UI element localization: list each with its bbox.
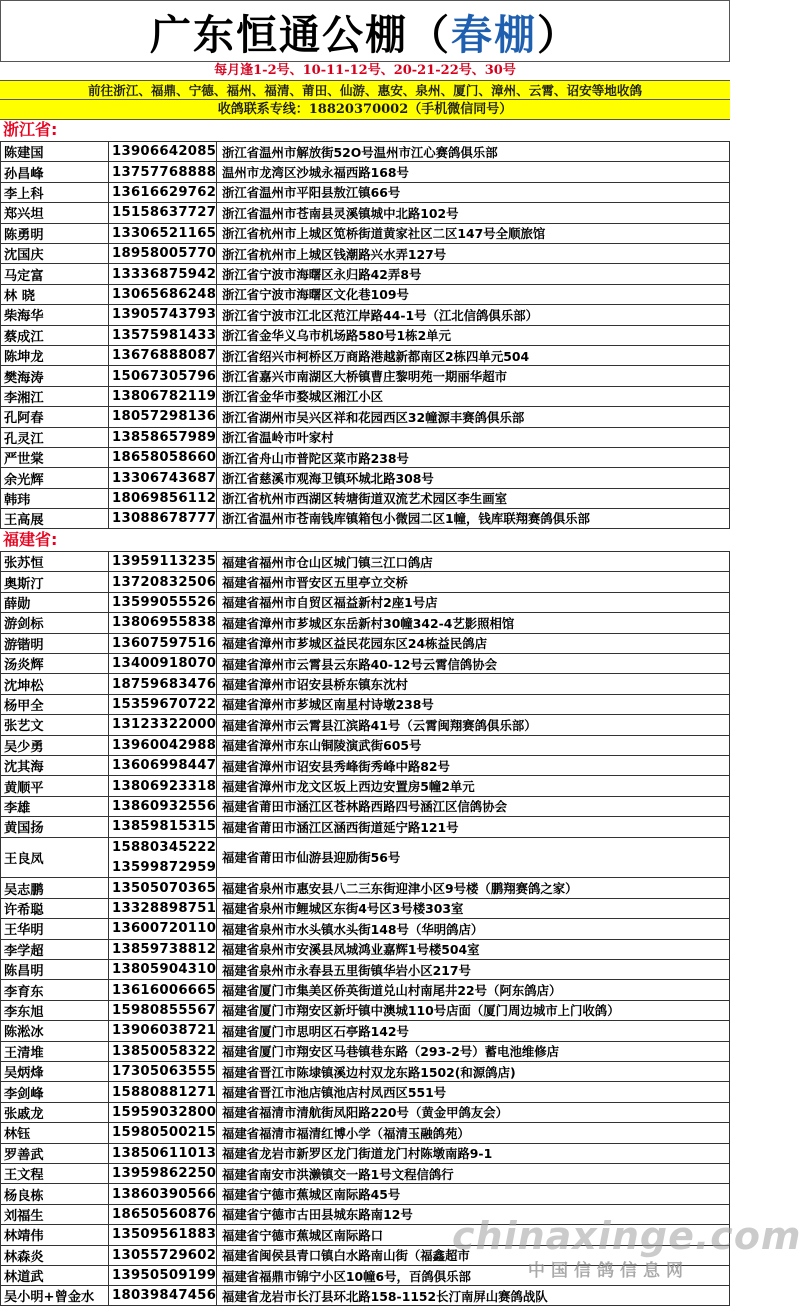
contact-address: 浙江省湖州市吴兴区祥和花园西区32幢源丰赛鸽俱乐部	[216, 407, 730, 426]
contact-name: 严世棠	[0, 448, 108, 467]
table-row	[0, 304, 730, 324]
table-row	[0, 365, 730, 385]
contact-phone: 13959113235	[108, 552, 216, 571]
contact-phone: 13806955838	[108, 613, 216, 632]
contact-phone: 13806782119	[108, 387, 216, 406]
contact-address: 福建省厦门市集美区侨英街道兑山村南尾井22号（阿东鸽店）	[216, 980, 730, 999]
contact-phone-secondary: 13599872959	[112, 859, 217, 875]
contact-name: 陈淞冰	[0, 1021, 108, 1040]
contact-address: 福建省南安市洪濑镇交一路1号文程信鸽行	[216, 1164, 730, 1183]
contact-address: 浙江省金华市婺城区湘江小区	[216, 387, 730, 406]
contact-address: 福建省泉州市鲤城区东街4号区3号楼303室	[216, 899, 730, 918]
contact-address: 浙江省宁波市海曙区永归路42弄8号	[216, 264, 730, 283]
contact-name: 王良凤	[0, 838, 108, 878]
contact-address: 福建省福清市清航街凤阳路220号（黄金甲鸽友会）	[216, 1103, 730, 1122]
table-row	[0, 612, 730, 632]
table-row	[0, 263, 730, 283]
contact-phone: 13859738812	[108, 940, 216, 959]
table-row	[0, 796, 730, 816]
contact-phone: 13606998447	[108, 756, 216, 775]
table-row	[0, 653, 730, 673]
contact-address: 浙江省温州市苍南钱库镇箱包小微园二区1幢，钱库联翔赛鸽俱乐部	[216, 509, 730, 527]
table-row	[0, 837, 730, 878]
table-row	[0, 488, 730, 508]
table-row	[0, 551, 730, 571]
contact-address: 福建省泉州市水头镇水头街148号（华明鸽店）	[216, 919, 730, 938]
contact-address: 福建省闽侯县青口镇白水路南山街（福鑫超市	[216, 1246, 730, 1265]
contact-address: 福建省泉州市永春县五里街镇华岩小区217号	[216, 960, 730, 979]
contact-name: 李雄	[0, 797, 108, 816]
contact-name: 刘福生	[0, 1205, 108, 1224]
table-row	[0, 1163, 730, 1183]
contact-name: 林靖伟	[0, 1225, 108, 1244]
contact-address: 福建省莆田市涵江区苍林路西路四号涵江区信鸽协会	[216, 797, 730, 816]
watermark-site: 中国信鸽信息网	[528, 1261, 689, 1281]
contact-phone: 13400918070	[108, 654, 216, 673]
contact-name: 沈坤松	[0, 674, 108, 693]
table-row	[0, 571, 730, 591]
contact-name: 游锴明	[0, 634, 108, 653]
table-row	[0, 406, 730, 426]
contact-name: 薛勋	[0, 593, 108, 612]
contact-name: 游剑标	[0, 613, 108, 632]
contact-address: 福建省福州市晋安区五里亭立交桥	[216, 572, 730, 591]
contact-phone: 13600720110	[108, 919, 216, 938]
contact-address: 浙江省慈溪市观海卫镇环城北路308号	[216, 468, 730, 487]
contact-address: 福建省福鼎市锦宁小区10幢6号，百鸽俱乐部	[216, 1266, 730, 1285]
contact-phone: 13505070365	[108, 878, 216, 897]
contact-phone: 13088678777	[108, 509, 216, 527]
contact-name: 陈坤龙	[0, 346, 108, 365]
table-row	[0, 161, 730, 181]
contact-phone: 15158637727	[108, 203, 216, 222]
title-highlight: 春棚	[451, 10, 537, 59]
table-row	[0, 1102, 730, 1122]
contact-address: 福建省漳州市诏安县秀峰街秀峰中路82号	[216, 756, 730, 775]
contact-address: 浙江省杭州市上城区笕桥街道黄家社区二区147号全顺旅馆	[216, 224, 730, 243]
contact-phone: 13575981433	[108, 326, 216, 345]
contact-phone: 13858657989	[108, 428, 216, 447]
contact-address: 福建省泉州市惠安县八二三东街迎津小区9号楼（鹏翔赛鸽之家）	[216, 878, 730, 897]
contact-address: 福建省漳州市诏安县桥东镇东沈村	[216, 674, 730, 693]
contact-address: 福建省漳州市云霄县江滨路41号（云霄闽翔赛鸽俱乐部）	[216, 715, 730, 734]
contact-phone: 13850611013	[108, 1144, 216, 1163]
table-row	[0, 816, 730, 836]
contact-address: 福建省宁德市古田县城东路南12号	[216, 1205, 730, 1224]
title-text: 广东恒通公棚（	[150, 10, 451, 59]
contact-address: 福建省福州市自贸区福益新村2座1号店	[216, 593, 730, 612]
contact-name: 孔阿春	[0, 407, 108, 426]
contact-phone: 18658058660	[108, 448, 216, 467]
contact-phone: 13306743687	[108, 468, 216, 487]
contact-name: 奥斯汀	[0, 572, 108, 591]
table-row	[0, 447, 730, 467]
table-row	[0, 918, 730, 938]
contact-name: 孙昌峰	[0, 162, 108, 181]
contact-name: 吴少勇	[0, 736, 108, 755]
contact-address: 福建省晋江市池店镇池店村凤西区551号	[216, 1082, 730, 1101]
contact-name: 王清堆	[0, 1042, 108, 1061]
table-row	[0, 694, 730, 714]
contact-name: 吴炳烽	[0, 1062, 108, 1081]
contact-name: 杨良栋	[0, 1184, 108, 1203]
contact-address: 浙江省杭州市西湖区转塘街道双流艺术园区李生画室	[216, 489, 730, 508]
table-row	[0, 345, 730, 365]
province-label-fujian: 福建省:	[3, 530, 58, 549]
contact-table-zhejiang	[0, 141, 730, 529]
contact-phone: 13860932556	[108, 797, 216, 816]
table-row	[0, 1041, 730, 1061]
contact-name: 林钰	[0, 1123, 108, 1142]
contact-address: 福建省厦门市翔安区马巷镇巷东路（293-2号）蓄电池维修店	[216, 1042, 730, 1061]
schedule-text: 每月逢1-2号、10-11-12号、20-21-22号、30号	[214, 63, 516, 78]
contact-phone: 13906642085	[108, 142, 216, 161]
table-row	[0, 508, 730, 528]
contact-phone: 13960042988	[108, 736, 216, 755]
table-row	[0, 1122, 730, 1142]
contact-address: 福建省宁德市蕉城区南际路口	[216, 1225, 730, 1244]
contact-phone: 13905743793	[108, 305, 216, 324]
contact-name: 林道武	[0, 1266, 108, 1285]
contact-address: 福建省泉州市安溪县凤城鸿业嘉辉1号楼504室	[216, 940, 730, 959]
contact-phone: 13306521165	[108, 224, 216, 243]
contact-phone: 13805904310	[108, 960, 216, 979]
contact-phone: 13720832506	[108, 572, 216, 591]
contact-address: 福建省厦门市翔安区新圩镇中澳城110号店面（厦门周边城市上门收鸽）	[216, 1001, 730, 1020]
contact-phone: 13055729602	[108, 1246, 216, 1265]
contact-phone: 13860390566	[108, 1184, 216, 1203]
table-row	[0, 202, 730, 222]
contact-name: 李育东	[0, 980, 108, 999]
contact-name: 陈建国	[0, 142, 108, 161]
contact-phone: 13616629762	[108, 183, 216, 202]
contact-address: 浙江省温州市解放街52O号温州市江心赛鸽俱乐部	[216, 142, 730, 161]
contact-name: 韩玮	[0, 489, 108, 508]
contact-phone: 13950509199	[108, 1266, 216, 1285]
contact-phone: 18650560876	[108, 1205, 216, 1224]
contact-name: 孔灵江	[0, 428, 108, 447]
contact-address: 福建省福清市福清红博小学（福清玉融鸽苑）	[216, 1123, 730, 1142]
table-row	[0, 959, 730, 979]
contact-name: 吴志鹏	[0, 878, 108, 897]
contact-address: 福建省漳州市龙文区坂上西边安置房5幢2单元	[216, 776, 730, 795]
table-row	[0, 1143, 730, 1163]
contact-name: 黄顺平	[0, 776, 108, 795]
contact-address: 福建省漳州市东山铜陵演武街605号	[216, 736, 730, 755]
contact-address: 浙江省杭州市上城区钱潮路兴水弄127号	[216, 244, 730, 263]
contact-name: 汤炎辉	[0, 654, 108, 673]
contact-address: 福建省福州市仓山区城门镇三江口鸽店	[216, 552, 730, 571]
contact-phone: 18069856112	[108, 489, 216, 508]
destinations-banner: 前往浙江、福鼎、宁德、福州、福清、莆田、仙游、惠安、泉州、厦门、漳州、云霄、诏安等地收鸽	[0, 80, 730, 100]
table-row	[0, 1020, 730, 1040]
contact-name: 李学超	[0, 940, 108, 959]
table-row	[0, 877, 730, 897]
title-close: ）	[537, 10, 580, 59]
table-row	[0, 1081, 730, 1101]
contact-name: 王华明	[0, 919, 108, 938]
contact-name: 杨甲全	[0, 695, 108, 714]
contact-phone: 15880881271	[108, 1082, 216, 1101]
table-row	[0, 182, 730, 202]
contact-address: 福建省厦门市思明区石亭路142号	[216, 1021, 730, 1040]
contact-name: 林 晓	[0, 285, 108, 304]
table-row	[0, 775, 730, 795]
table-row	[0, 979, 730, 999]
table-row	[0, 467, 730, 487]
contact-name: 李剑峰	[0, 1082, 108, 1101]
table-row	[0, 1183, 730, 1203]
title-banner	[0, 0, 730, 62]
contact-address: 福建省晋江市陈埭镇溪边村双龙东路1502(和源鸽店)	[216, 1062, 730, 1081]
province-label-zhejiang: 浙江省:	[3, 120, 58, 139]
contact-address: 浙江省温州市平阳县敖江镇66号	[216, 183, 730, 202]
contact-phone: 13757768888	[108, 162, 216, 181]
contact-phone: 13850058322	[108, 1042, 216, 1061]
contact-address: 浙江省宁波市海曙区文化巷109号	[216, 285, 730, 304]
contact-phone: 13806923318	[108, 776, 216, 795]
contact-phone: 18057298136	[108, 407, 216, 426]
contact-name: 陈昌明	[0, 960, 108, 979]
contact-phone: 13065686248	[108, 285, 216, 304]
contact-name: 张戚龙	[0, 1103, 108, 1122]
contact-phone: 15959032800	[108, 1103, 216, 1122]
contact-address: 福建省宁德市蕉城区南际路45号	[216, 1184, 730, 1203]
contact-name: 余光辉	[0, 468, 108, 487]
contact-address: 浙江省金华义乌市机场路580号1栋2单元	[216, 326, 730, 345]
contact-name: 李湘江	[0, 387, 108, 406]
contact-phone: 15980500215	[108, 1123, 216, 1142]
contact-phone: 15980855567	[108, 1001, 216, 1020]
contact-name: 马定富	[0, 264, 108, 283]
table-row	[0, 1285, 730, 1305]
table-row	[0, 673, 730, 693]
contact-phone: 18958005770	[108, 244, 216, 263]
table-row	[0, 755, 730, 775]
contact-address: 福建省漳州市芗城区益民花园东区24栋益民鸽店	[216, 634, 730, 653]
contact-name: 王高展	[0, 509, 108, 527]
table-row	[0, 898, 730, 918]
contact-address: 福建省龙岩市长汀县环北路158-1152长汀南屏山赛鸽战队	[216, 1286, 730, 1304]
table-row	[0, 1061, 730, 1081]
contact-name: 林森炎	[0, 1246, 108, 1265]
contact-table-fujian	[0, 551, 730, 1306]
contact-phone: 13959862250	[108, 1164, 216, 1183]
contact-phone: 17305063555	[108, 1062, 216, 1081]
contact-phone: 18759683476	[108, 674, 216, 693]
table-row	[0, 386, 730, 406]
table-row	[0, 939, 730, 959]
contact-phone: 13859815315	[108, 817, 216, 836]
contact-address: 浙江省温岭市叶家村	[216, 428, 730, 447]
contact-phone: 13123322000	[108, 715, 216, 734]
contact-phone: 13676888087	[108, 346, 216, 365]
table-row	[0, 141, 730, 161]
contact-address: 福建省漳州市芗城区南星村诗墩238号	[216, 695, 730, 714]
contact-address: 福建省莆田市涵江区涵西街道延宁路121号	[216, 817, 730, 836]
contact-name: 沈其海	[0, 756, 108, 775]
contact-name: 许希聪	[0, 899, 108, 918]
table-row	[0, 223, 730, 243]
contact-phone: 13906038721	[108, 1021, 216, 1040]
contact-phone	[108, 838, 216, 878]
contact-address: 浙江省温州市苍南县灵溪镇城中北路102号	[216, 203, 730, 222]
contact-name: 吴小明+曾金水	[0, 1286, 108, 1304]
contact-name: 黄国扬	[0, 817, 108, 836]
table-row	[0, 633, 730, 653]
table-row	[0, 427, 730, 447]
hotline-banner: 收鸽联系专线：18820370002（手机微信同号）	[0, 99, 730, 120]
contact-name: 李上科	[0, 183, 108, 202]
contact-name: 柴海华	[0, 305, 108, 324]
contact-phone: 13509561883	[108, 1225, 216, 1244]
contact-phone: 13616006665	[108, 980, 216, 999]
contact-address: 浙江省舟山市普陀区菜市路238号	[216, 448, 730, 467]
contact-phone-primary: 15880345222	[112, 839, 217, 855]
contact-address: 浙江省宁波市江北区范江岸路44-1号（江北信鸽俱乐部）	[216, 305, 730, 324]
watermark-domain: chinaxinge.com	[452, 1214, 802, 1258]
contact-phone: 15067305796	[108, 366, 216, 385]
table-row	[0, 325, 730, 345]
contact-phone: 13599055526	[108, 593, 216, 612]
contact-name: 陈勇明	[0, 224, 108, 243]
contact-phone: 15359670722	[108, 695, 216, 714]
table-row	[0, 592, 730, 612]
contact-name: 张艺文	[0, 715, 108, 734]
table-row	[0, 284, 730, 304]
contact-name: 郑兴坦	[0, 203, 108, 222]
contact-address: 浙江省嘉兴市南湖区大桥镇曹庄黎明苑一期丽华超市	[216, 366, 730, 385]
table-row	[0, 735, 730, 755]
table-row	[0, 243, 730, 263]
table-row	[0, 1000, 730, 1020]
contact-name: 王文程	[0, 1164, 108, 1183]
contact-address: 福建省漳州市芗城区东岳新村30幢342-4艺影照相馆	[216, 613, 730, 632]
contact-address: 福建省龙岩市新罗区龙门街道龙门村陈墩南路9-1	[216, 1144, 730, 1163]
contact-name: 樊海涛	[0, 366, 108, 385]
table-row	[0, 714, 730, 734]
contact-name: 张苏恒	[0, 552, 108, 571]
contact-address: 福建省莆田市仙游县迎励街56号	[216, 838, 730, 878]
contact-phone: 18039847456	[108, 1286, 216, 1304]
contact-address: 浙江省绍兴市柯桥区万商路港越新都南区2栋四单元504	[216, 346, 730, 365]
contact-phone: 13607597516	[108, 634, 216, 653]
contact-name: 蔡成江	[0, 326, 108, 345]
contact-address: 温州市龙湾区沙城永福西路168号	[216, 162, 730, 181]
contact-name: 沈国庆	[0, 244, 108, 263]
contact-name: 李东旭	[0, 1001, 108, 1020]
contact-name: 罗善武	[0, 1144, 108, 1163]
contact-phone: 13336875942	[108, 264, 216, 283]
contact-address: 福建省漳州市云霄县云东路40-12号云霄信鸽协会	[216, 654, 730, 673]
contact-phone: 13328898751	[108, 899, 216, 918]
